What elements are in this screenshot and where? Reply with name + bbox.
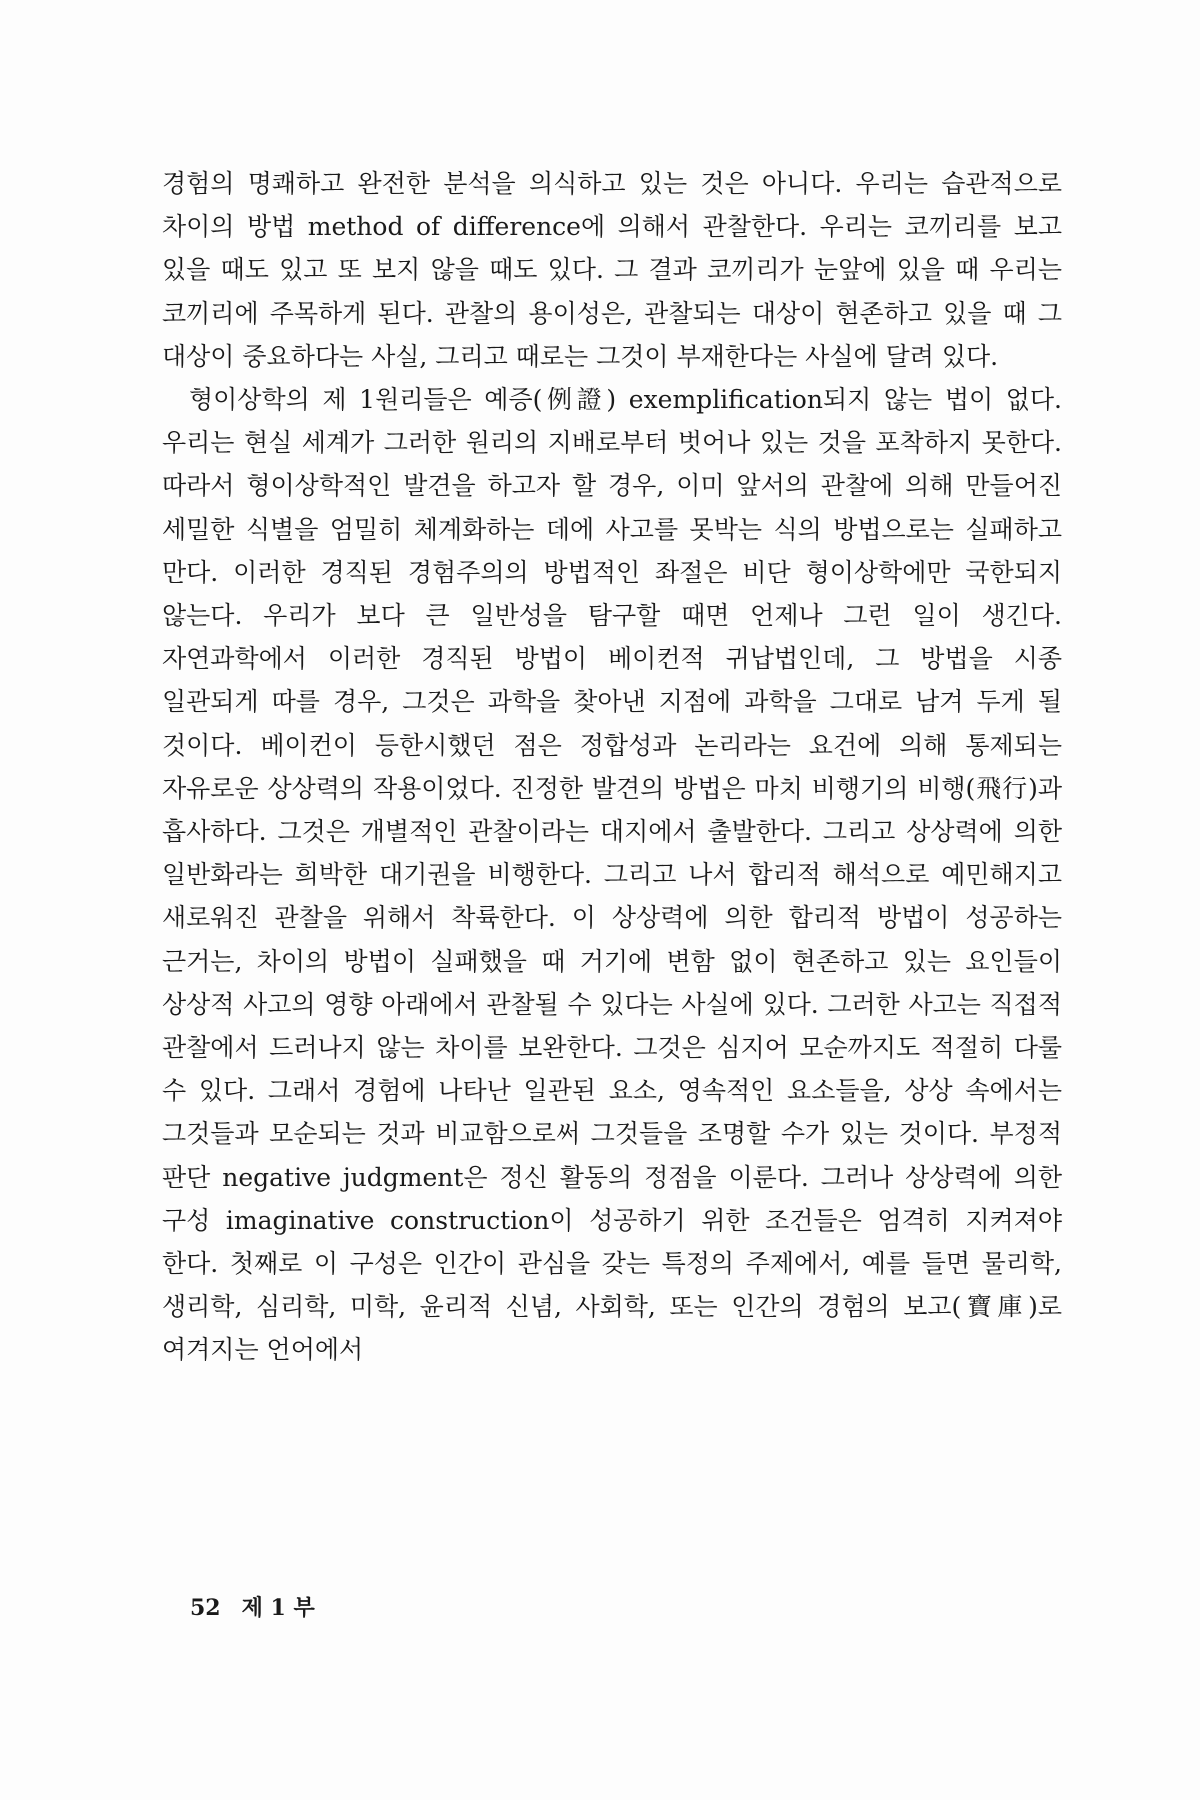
body-text: [162, 162, 1062, 1372]
part-label: 제 1 부: [241, 1595, 315, 1621]
paragraph: 경험의 명쾌하고 완전한 분석을 의식하고 있는 것은 아니다. 우리는 습관적으로 차이의 방법 method of difference에 의해서 관찰한다. 우리는 코끼리를 보고 있을 때도 있고 또 보지 않을 때도 있다. 그 결과 코끼리가 눈앞에 있을 때 우리는 코끼리에 주목하게 된다. 관찰의 용이성은, 관찰되는 대상이 현존하고 있을 때 그 대상이 중요하다는 사실, 그리고 때로는 그것이 부재한다는 사실에 달려 있다.: [162, 169, 1062, 371]
page-footer: [190, 1593, 315, 1624]
paragraph: 형이상학의 제 1원리들은 예증(例證) exemplification되지 않는 법이 없다. 우리는 현실 세계가 그러한 원리의 지배로부터 벗어나 있는 것을 포착하지 못한다. 따라서 형이상학적인 발견을 하고자 할 경우, 이미 앞서의 관찰에 의해 만들어진 세밀한 식별을 엄밀히 체계화하는 데에 사고를 못박는 식의 방법으로는 실패하고 만다. 이러한 경직된 경험주의의 방법적인 좌절은 비단 형이상학에만 국한되지 않는다. 우리가 보다 큰 일반성을 탐구할 때면 언제나 그런 일이 생긴다. 자연과학에서 이러한 경직된 방법이 베이컨적 귀납법인데, 그 방법을 시종 일관되게 따를 경우, 그것은 과학을 찾아낸 지점에 과학을 그대로 남겨 두게 될 것이다. 베이컨이 등한시했던 점은 정합성과 논리라는 요건에 의해 통제되는 자유로운 상상력의 작용이었다. 진정한 발견의 방법은 마치 비행기의 비행(飛行)과 흡사하다. 그것은 개별적인 관찰이라는 대지에서 출발한다. 그리고 상상력에 의한 일반화라는 희박한 대기권을 비행한다. 그리고 나서 합리적 해석으로 예민해지고 새로워진 관찰을 위해서 착륙한다. 이 상상력에 의한 합리적 방법이 성공하는 근거는, 차이의 방법이 실패했을 때 거기에 변함 없이 현존하고 있는 요인들이 상상적 사고의 영향 아래에서 관찰될 수 있다는 사실에 있다. 그러한 사고는 직접적 관찰에서 드러나지 않는 차이를 보완한다. 그것은 심지어 모순까지도 적절히 다룰 수 있다. 그래서 경험에 나타난 일관된 요소, 영속적인 요소들을, 상상 속에서는 그것들과 모순되는 것과 비교함으로써 그것들을 조명할 수가 있는 것이다. 부정적 판단 negative judgment은 정신 활동의 정점을 이룬다. 그러나 상상력에 의한 구성 imaginative construction이 성공하기 위한 조건들은 엄격히 지켜져야 한다. 첫째로 이 구성은 인간이 관심을 갖는 특정의 주제에서, 예를 들면 물리학, 생리학, 심리학, 미학, 윤리적 신념, 사회학, 또는 인간의 경험의 보고(寶庫)로 여겨지는 언어에서: [162, 385, 1062, 1365]
page-number: 52: [190, 1595, 221, 1621]
